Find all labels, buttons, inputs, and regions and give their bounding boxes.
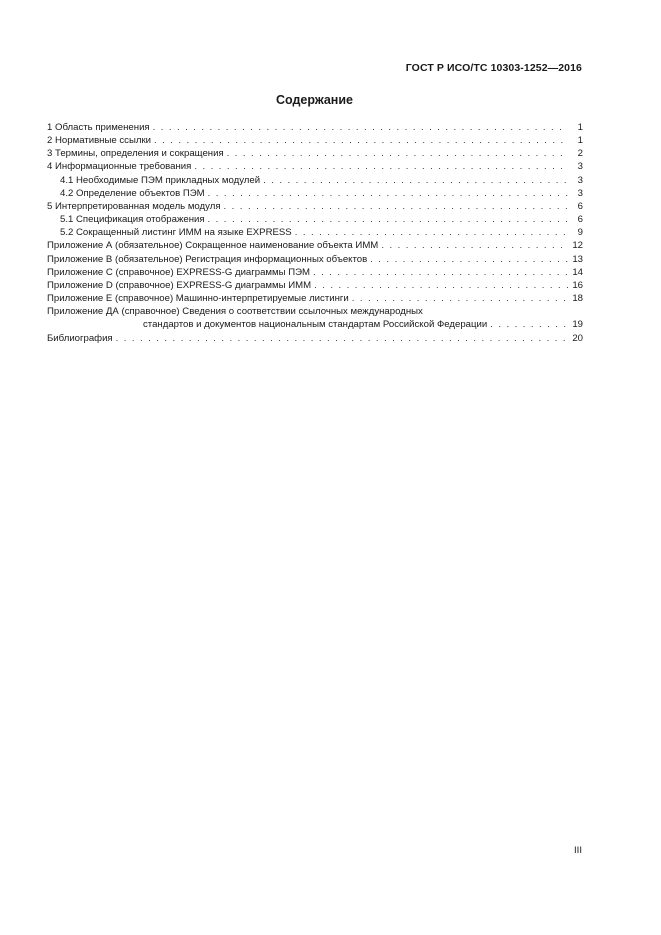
toc-entry[interactable]: [47, 147, 583, 160]
toc-entry-appendix[interactable]: [47, 239, 583, 252]
toc-leader-dots: [370, 253, 568, 266]
toc-title: Содержание: [275, 93, 353, 107]
toc-entry-page: 16: [572, 279, 583, 291]
toc-entry-appendix[interactable]: [47, 266, 583, 279]
toc-entry-page: 6: [577, 214, 583, 226]
toc-entry-page: 19: [572, 319, 583, 331]
toc-entry[interactable]: [47, 121, 583, 134]
toc-subentry[interactable]: [47, 187, 583, 200]
toc-entry-appendix[interactable]: [47, 279, 583, 292]
toc-leader-dots: [314, 279, 568, 292]
toc-leader-dots: [116, 332, 568, 345]
toc-entry-label: 4 Информационные требования: [47, 161, 192, 173]
toc-entry-page: 3: [577, 174, 583, 186]
toc-entry-appendix[interactable]: [47, 253, 583, 266]
toc-entry-label: Библиография: [47, 332, 113, 344]
toc-entry-page: 3: [577, 187, 583, 199]
toc-entry-page: 1: [577, 135, 583, 147]
toc-entry-page: 18: [572, 293, 583, 305]
toc-entry-label: Приложение С (справочное) EXPRESS-G диаграммы ПЭМ: [47, 266, 310, 278]
toc-entry-label: 3 Термины, определения и сокращения: [47, 148, 224, 160]
toc-entry-page: 20: [572, 332, 583, 344]
toc-entry[interactable]: [47, 200, 583, 213]
toc-entry-page: 1: [577, 122, 583, 133]
toc-entry-appendix-continuation[interactable]: [47, 318, 583, 331]
toc-entry-page: 3: [577, 161, 583, 173]
toc-entry-label-continuation: стандартов и документов национальным стандартам Российской Федерации: [143, 319, 488, 331]
toc-entry-label: 5.1 Спецификация отображения: [60, 214, 205, 226]
toc-subentry[interactable]: [47, 213, 583, 226]
toc-leader-dots: [263, 174, 568, 187]
toc-subentry[interactable]: [47, 226, 583, 239]
toc-leader-dots: [490, 318, 568, 331]
toc-leader-dots: [352, 292, 568, 305]
toc-leader-dots: [227, 147, 568, 160]
toc-entry-label: 2 Нормативные ссылки: [47, 135, 152, 147]
toc-entry-page: 14: [572, 266, 583, 278]
toc-entry-appendix-first-line[interactable]: [47, 305, 583, 318]
toc-entry-label: 5 Интерпретированная модель модуля: [47, 200, 221, 212]
toc-entry-label: 5.2 Сокращенный листинг ИММ на языке EXPRESS: [60, 227, 292, 239]
toc-leader-dots: [208, 213, 568, 226]
toc-entry-label: Приложение А (обязательное) Сокращенное наименование объекта ИММ: [47, 240, 379, 252]
toc-entry-label: Приложение D (справочное) EXPRESS-G диаграммы ИММ: [47, 279, 312, 291]
toc-entry-page: 6: [577, 200, 583, 212]
document-code-header: ГОСТ Р ИСО/ТС 10303-1252—2016: [405, 62, 582, 74]
toc-entry[interactable]: [47, 160, 583, 173]
toc-entry-label: Приложение ДА (справочное) Сведения о соответствии ссылочных международных: [47, 306, 423, 318]
toc-leader-dots: [194, 160, 568, 173]
page-number: III: [574, 845, 582, 856]
toc-entry-page: 9: [577, 227, 583, 239]
toc-entry-page: 13: [572, 253, 583, 265]
toc-entry[interactable]: [47, 134, 583, 147]
toc-entry-label: Приложение Е (справочное) Машинно-интерпретируемые листинги: [47, 293, 349, 305]
toc-entry-appendix[interactable]: [47, 292, 583, 305]
toc-leader-dots: [381, 239, 568, 252]
table-of-contents: [47, 121, 583, 345]
toc-leader-dots: [208, 187, 568, 200]
toc-subentry[interactable]: [47, 174, 583, 187]
toc-entry-page: 12: [572, 240, 583, 252]
toc-entry-label: 4.1 Необходимые ПЭМ прикладных модулей: [60, 174, 261, 186]
toc-leader-dots: [153, 121, 568, 134]
toc-leader-dots: [224, 200, 568, 213]
toc-leader-dots: [154, 134, 568, 147]
toc-leader-dots: [313, 266, 568, 279]
toc-leader-dots: [295, 226, 568, 239]
toc-entry-label: 4.2 Определение объектов ПЭМ: [60, 187, 205, 199]
toc-entry-bibliography[interactable]: [47, 332, 583, 345]
toc-entry-label: 1 Область применения: [47, 122, 150, 133]
toc-entry-label: Приложение В (обязательное) Регистрация информационных объектов: [47, 253, 368, 265]
toc-entry-page: 2: [577, 148, 583, 160]
